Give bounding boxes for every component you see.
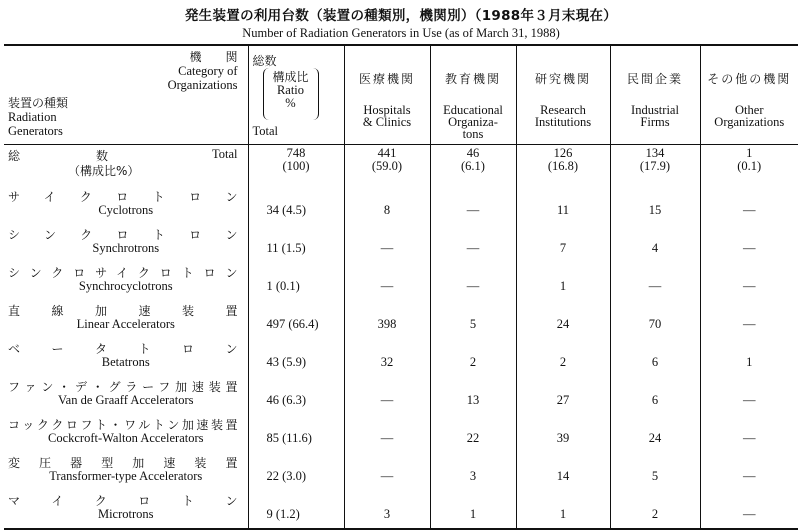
generator-label (4, 186, 248, 224)
generator-label (4, 376, 248, 414)
value-cell (344, 224, 430, 262)
table-row (4, 414, 798, 452)
total-cell (248, 145, 344, 187)
cell-value: — (466, 241, 480, 255)
row-label-en-2: Generators (8, 124, 63, 138)
generator-name-en: Cockcroft-Walton Accelerators (47, 431, 204, 445)
cell-value: 6 (651, 355, 659, 369)
total-ratio: (100) (282, 159, 310, 173)
cell-value: 14 (556, 469, 570, 483)
value-cell (610, 186, 700, 224)
generator-name-jp: シンクロトロン (8, 228, 238, 242)
total-cell (248, 490, 344, 529)
total-cell (248, 338, 344, 376)
table-row (4, 452, 798, 490)
table-row (4, 376, 798, 414)
org-header-jp: 教育機関 (444, 72, 501, 86)
value-cell (344, 490, 430, 529)
total-value: 43 (5.9) (266, 355, 307, 369)
total-row-label (4, 145, 248, 187)
cell-value: 2 (559, 355, 567, 369)
total-cell (248, 452, 344, 490)
table-row (4, 490, 798, 529)
org-header-en: Hospitals (363, 103, 411, 117)
value-cell (700, 452, 798, 490)
value-cell (516, 414, 610, 452)
value-cell (430, 262, 516, 300)
cell-value: — (743, 241, 756, 255)
cell-value: — (743, 203, 756, 217)
total-value: 134 (645, 146, 665, 160)
value-cell (430, 376, 516, 414)
cell-value: 8 (383, 203, 391, 217)
total-cell (610, 145, 700, 187)
generator-label (4, 300, 248, 338)
org-header-industrial (610, 45, 700, 145)
ratio-header-jp: 構成比 (272, 70, 309, 84)
cell-value: 24 (556, 317, 570, 331)
cell-value: — (380, 241, 394, 255)
value-cell (344, 300, 430, 338)
total-value: 22 (3.0) (266, 469, 307, 483)
cell-value: 7 (559, 241, 567, 255)
corner-label-en-2: Organizations (167, 78, 238, 92)
total-value: 46 (466, 146, 480, 160)
generator-name-jp: マイクロトン (8, 494, 238, 508)
total-cell (248, 376, 344, 414)
org-header-en: Research (540, 103, 586, 117)
value-cell (700, 300, 798, 338)
total-cell (248, 300, 344, 338)
value-cell (610, 300, 700, 338)
value-cell (516, 262, 610, 300)
value-cell (516, 452, 610, 490)
total-cell (700, 145, 798, 187)
total-value: 1 (746, 146, 753, 160)
total-cell (430, 145, 516, 187)
cell-value: 5 (469, 317, 477, 331)
org-header-jp: 医療機関 (358, 72, 415, 86)
row-label-jp: 装置の種類 (8, 96, 69, 110)
org-header-en: Institutions (534, 115, 592, 129)
generator-name-en: Betatrons (101, 355, 150, 369)
total-cell (248, 224, 344, 262)
table-row (4, 224, 798, 262)
generator-label (4, 262, 248, 300)
org-header-other (700, 45, 798, 145)
cell-value: 4 (651, 241, 659, 255)
org-header-jp: その他の機関 (707, 72, 792, 86)
value-cell (344, 376, 430, 414)
total-ratio: (0.1) (737, 159, 762, 173)
value-cell (430, 452, 516, 490)
org-header-en: Educational (443, 103, 503, 117)
total-value: 85 (11.6) (266, 431, 312, 445)
cell-value: — (743, 469, 756, 483)
cell-value: — (380, 393, 394, 407)
cell-value: 2 (651, 507, 659, 521)
value-cell (516, 338, 610, 376)
generator-name-jp: 直線加速装置 (8, 304, 238, 318)
generator-name-en: Linear Accelerators (76, 317, 175, 331)
org-header-hospitals (344, 45, 430, 145)
generator-name-en: Microtrons (97, 507, 154, 521)
generator-name-jp: サイクロトロン (8, 190, 238, 204)
generator-name-en: Synchrotrons (92, 241, 160, 255)
org-header-en: Organiza- (448, 115, 498, 129)
cell-value: — (466, 203, 480, 217)
value-cell (430, 224, 516, 262)
total-cell (248, 262, 344, 300)
org-header-jp: 民間企業 (626, 72, 683, 86)
total-value: 46 (6.3) (266, 393, 307, 407)
cell-value: 398 (377, 317, 397, 331)
total-value: 497 (66.4) (266, 317, 319, 331)
ratio-header-en: Ratio (276, 83, 305, 97)
cell-value: — (743, 393, 756, 407)
total-ratio: (17.9) (639, 159, 671, 173)
table-title-jp: 発生装置の利用台数（装置の種類別，機関別）（1988年３月末現在） (184, 8, 618, 24)
value-cell (610, 490, 700, 529)
total-value: 441 (377, 146, 397, 160)
org-header-en: Other (735, 103, 764, 117)
table-title-en: Number of Radiation Generators in Use (as of March 31, 1988) (242, 26, 560, 40)
table-row (4, 186, 798, 224)
value-cell (700, 224, 798, 262)
value-cell (700, 414, 798, 452)
table-row (4, 300, 798, 338)
value-cell (700, 376, 798, 414)
org-header-research (516, 45, 610, 145)
cell-value: 13 (466, 393, 480, 407)
ratio-header-pct: % (285, 96, 296, 110)
radiation-generators-table (4, 44, 798, 530)
value-cell (700, 490, 798, 529)
cell-value: 27 (556, 393, 570, 407)
org-header-en: Industrial (631, 103, 679, 117)
cell-value: 11 (556, 203, 570, 217)
cell-value: 3 (383, 507, 391, 521)
cell-value: 5 (651, 469, 659, 483)
org-header-en: & Clinics (362, 115, 412, 129)
total-header (248, 45, 344, 145)
value-cell (700, 186, 798, 224)
total-row (4, 145, 798, 187)
value-cell (516, 186, 610, 224)
value-cell (430, 186, 516, 224)
cell-value: — (743, 431, 756, 445)
total-cell (516, 145, 610, 187)
value-cell (610, 224, 700, 262)
row-label-en-1: Radiation (8, 110, 57, 124)
header-row (4, 45, 798, 145)
value-cell (344, 262, 430, 300)
org-header-jp: 研究機関 (534, 72, 591, 86)
total-cell (248, 186, 344, 224)
value-cell (516, 490, 610, 529)
value-cell (430, 414, 516, 452)
generator-name-en: Van de Graaff Accelerators (58, 393, 194, 407)
value-cell (344, 186, 430, 224)
corner-label-jp: 機 関 (189, 50, 238, 64)
corner-label-en-1: Category of (178, 64, 238, 78)
cell-value: — (380, 431, 394, 445)
cell-value: 24 (648, 431, 662, 445)
total-cell (248, 414, 344, 452)
cell-value: — (380, 279, 394, 293)
cell-value: 15 (648, 203, 662, 217)
cell-value: 70 (648, 317, 662, 331)
cell-value: 39 (556, 431, 570, 445)
org-header-en: Firms (640, 115, 670, 129)
cell-value: 3 (469, 469, 477, 483)
value-cell (700, 262, 798, 300)
value-cell (516, 300, 610, 338)
org-header-en: Organizations (714, 115, 785, 129)
cell-value: 32 (380, 355, 394, 369)
generator-label (4, 224, 248, 262)
cell-value: — (466, 279, 480, 293)
total-ratio: (16.8) (547, 159, 579, 173)
cell-value: 2 (469, 355, 477, 369)
cell-value: — (380, 469, 394, 483)
value-cell (344, 452, 430, 490)
value-cell (610, 376, 700, 414)
cell-value: 1 (559, 279, 567, 293)
generator-name-jp: ベータトロン (8, 342, 238, 356)
total-header-en: Total (252, 124, 279, 138)
value-cell (610, 452, 700, 490)
total-header-jp: 総数 (252, 54, 277, 68)
value-cell (430, 300, 516, 338)
total-value: 748 (286, 146, 306, 160)
cell-value: — (648, 279, 662, 293)
generator-label (4, 414, 248, 452)
generator-name-jp: コッククロフト・ワルトン加速装置 (8, 418, 238, 432)
corner-header (4, 45, 248, 145)
value-cell (430, 338, 516, 376)
org-header-en: tons (462, 127, 484, 141)
value-cell (430, 490, 516, 529)
total-ratio: (59.0) (371, 159, 403, 173)
cell-value: 22 (466, 431, 480, 445)
value-cell (610, 262, 700, 300)
value-cell (610, 338, 700, 376)
total-label-jp: 総 数 (8, 149, 108, 163)
value-cell (344, 414, 430, 452)
generator-name-en: Cyclotrons (98, 203, 154, 217)
total-label-en: Total (211, 147, 238, 161)
cell-value: 1 (559, 507, 567, 521)
table-row (4, 338, 798, 376)
generator-label (4, 452, 248, 490)
total-value: 9 (1.2) (266, 507, 300, 521)
total-value: 126 (553, 146, 573, 160)
total-value: 34 (4.5) (266, 203, 307, 217)
total-value: 11 (1.5) (266, 241, 306, 255)
generator-name-jp: ファン・デ・グラーフ加速装置 (8, 380, 238, 394)
cell-value: 1 (469, 507, 477, 521)
cell-value: — (743, 317, 756, 331)
total-label-ratio: （構成比%） (68, 164, 140, 178)
value-cell (344, 338, 430, 376)
value-cell (516, 224, 610, 262)
total-ratio: (6.1) (461, 159, 485, 173)
generator-name-jp: 変圧器型加速装置 (8, 456, 238, 470)
total-cell (344, 145, 430, 187)
table-row (4, 262, 798, 300)
generator-label (4, 338, 248, 376)
cell-value: — (743, 507, 756, 521)
value-cell (610, 414, 700, 452)
generator-label (4, 490, 248, 529)
cell-value: 1 (746, 355, 753, 369)
cell-value: — (743, 279, 756, 293)
value-cell (700, 338, 798, 376)
total-value: 1 (0.1) (266, 279, 300, 293)
ratio-bracket (263, 68, 319, 120)
generator-name-en: Synchrocyclotrons (78, 279, 173, 293)
generator-name-jp: シンクロサイクロトロン (8, 266, 238, 280)
org-header-educational (430, 45, 516, 145)
value-cell (516, 376, 610, 414)
cell-value: 6 (651, 393, 659, 407)
generator-name-en: Transformer-type Accelerators (49, 469, 203, 483)
